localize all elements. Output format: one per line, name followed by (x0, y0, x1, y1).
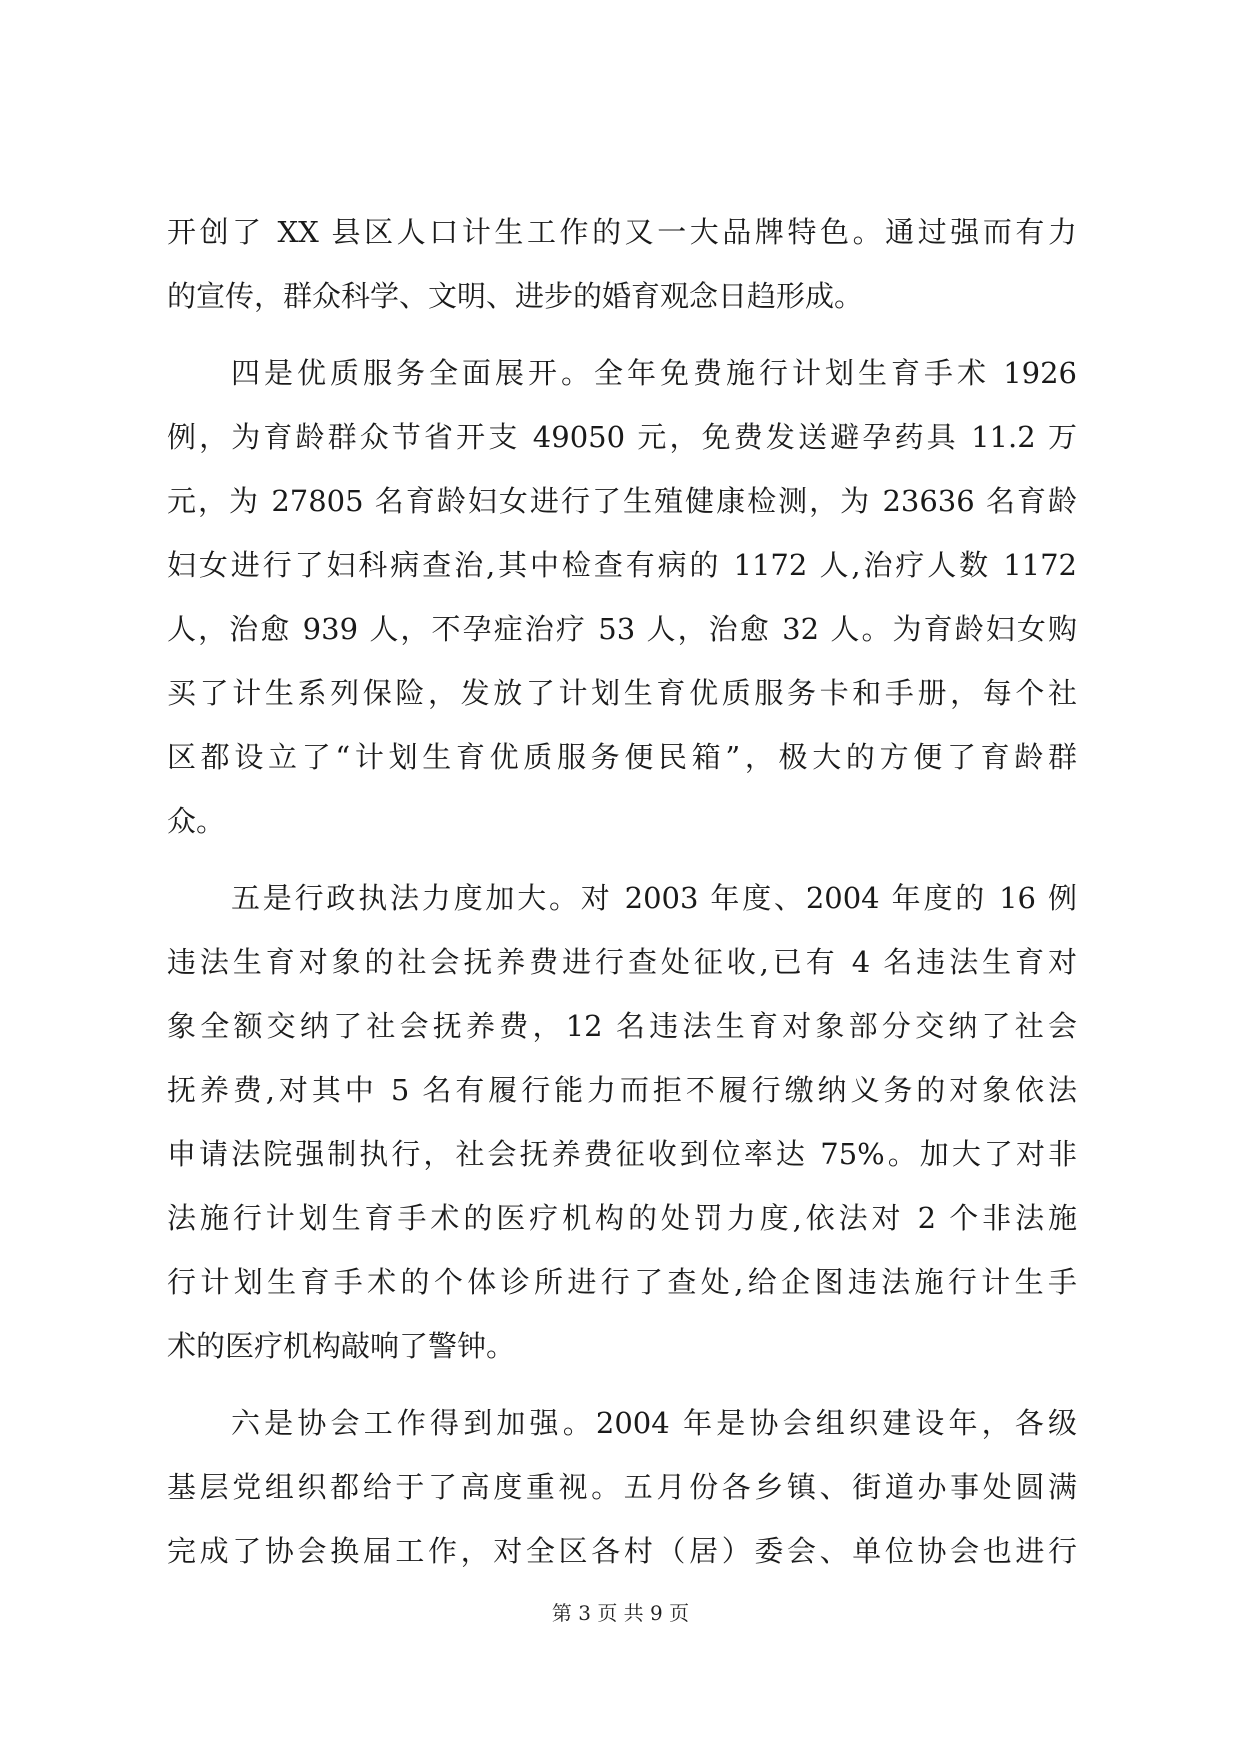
page-number-footer: 第 3 页 共 9 页 (551, 1601, 690, 1625)
text-line: 行计划生育手术的个体诊所进行了查处,给企图违法施行计生手 (167, 1265, 1077, 1299)
text-line: 完成了协会换届工作，对全区各村（居）委会、单位协会也进行 (167, 1534, 1077, 1568)
text-line: 元，为 27805 名育龄妇女进行了生殖健康检测，为 23636 名育龄 (167, 484, 1077, 518)
text-line: 例，为育龄群众节省开支 49050 元，免费发送避孕药具 11.2 万 (167, 420, 1077, 454)
paragraph-start-line: 四是优质服务全面展开。全年免费施行计划生育手术 1926 (231, 356, 1077, 390)
text-line: 的宣传，群众科学、文明、进步的婚育观念日趋形成。 (167, 279, 864, 313)
text-line: 区都设立了“计划生育优质服务便民箱”，极大的方便了育龄群 (167, 740, 1077, 774)
text-line: 妇女进行了妇科病查治,其中检查有病的 1172 人,治疗人数 1172 (167, 548, 1077, 582)
text-line: 违法生育对象的社会抚养费进行查处征收,已有 4 名违法生育对 (167, 945, 1077, 979)
text-line: 申请法院强制执行，社会抚养费征收到位率达 75%。加大了对非 (167, 1137, 1077, 1171)
text-line: 人，治愈 939 人，不孕症治疗 53 人，治愈 32 人。为育龄妇女购 (167, 612, 1077, 646)
text-line: 众。 (167, 804, 226, 838)
text-line: 术的医疗机构敲响了警钟。 (167, 1329, 516, 1363)
text-line: 象全额交纳了社会抚养费，12 名违法生育对象部分交纳了社会 (167, 1009, 1077, 1043)
text-line: 买了计生系列保险，发放了计划生育优质服务卡和手册，每个社 (167, 676, 1077, 710)
text-line: 法施行计划生育手术的医疗机构的处罚力度,依法对 2 个非法施 (167, 1201, 1077, 1235)
paragraph-start-line: 六是协会工作得到加强。2004 年是协会组织建设年，各级 (231, 1406, 1077, 1440)
text-line: 基层党组织都给于了高度重视。五月份各乡镇、街道办事处圆满 (167, 1470, 1077, 1504)
text-line: 抚养费,对其中 5 名有履行能力而拒不履行缴纳义务的对象依法 (167, 1073, 1077, 1107)
paragraph-start-line: 五是行政执法力度加大。对 2003 年度、2004 年度的 16 例 (231, 881, 1077, 915)
text-line: 开创了 XX 县区人口计生工作的又一大品牌特色。通过强而有力 (167, 215, 1077, 249)
